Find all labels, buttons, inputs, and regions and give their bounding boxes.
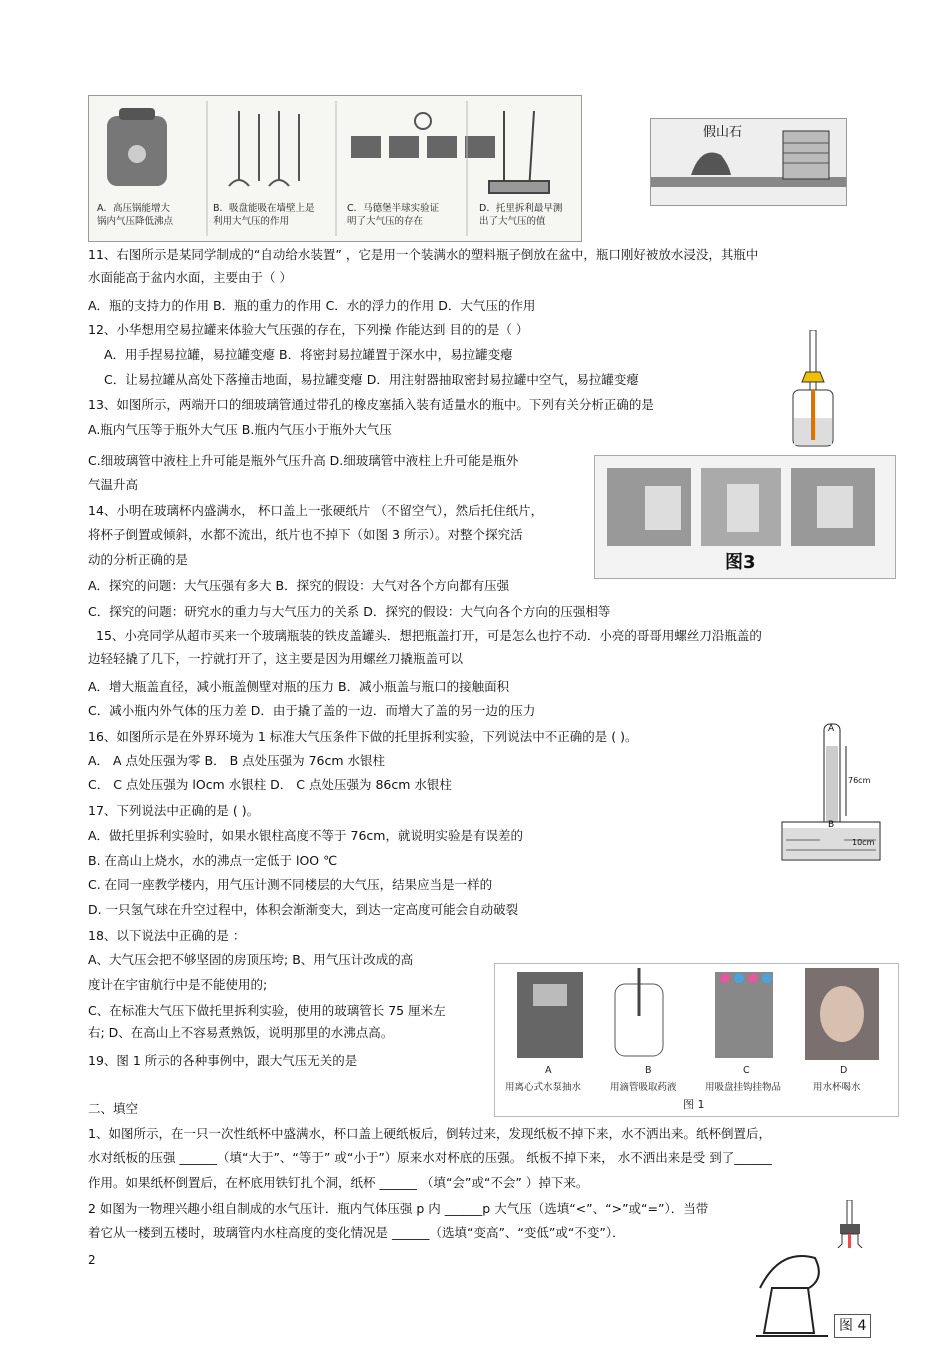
fig4-drawing (752, 1248, 832, 1343)
q17-option-a: A．做托里拆利实验时，如果水银柱高度不等于 76cm，就说明实验是有误差的 (88, 828, 523, 843)
q18-line1: 18、以下说法中正确的是 ： (88, 928, 246, 943)
feeder-drawing (651, 119, 846, 205)
caption-c-line2: 明了大气压的存在 (347, 216, 424, 227)
q15-line2: 边轻轻撬了几下，一拧就打开了，这主要是因为用螺丝刀撬瓶盖可以 (88, 651, 464, 666)
fill1-line1: 1、如图所示，在一只一次性纸杯中盛满水，杯口盖上硬纸板后，倒转过来，发现纸板不掉下来，水不洒出来。纸杯倒置后， (88, 1126, 771, 1141)
q18-line4: C、在标准大气压下做托里拆利实验，使用的玻璃管长 75 厘米左 (88, 1003, 446, 1018)
q14-line2: 将杯子倒置或倾斜，水都不流出，纸片也不掉下（如图 3 所示）。对整个探究活 (88, 527, 523, 542)
caption-d-line1: D．托里拆利最早测 (479, 203, 563, 214)
fig1-label-c: C (743, 1065, 750, 1076)
fill2-line1: 2 如图为一物理兴趣小组自制成的水气压计．瓶内气体压强 p 内 ______p 大气压（选填“<”、“>”或“=”）．当带 (88, 1201, 709, 1216)
fig4-label: 图 4 (834, 1314, 871, 1338)
figure-3-cups (594, 455, 896, 579)
q11-line1: 11、右图所示是某同学制成的“自动给水装置” ，它是用一个装满水的塑料瓶子倒放在盆中，瓶口刚好被放水浸没，其瓶中 (88, 247, 759, 262)
rockery-label: 假山石 (703, 125, 743, 140)
fig1-caption-a: 用离心式水泵抽水 (505, 1082, 582, 1093)
caption-d-line2: 出了大气压的值 (479, 216, 546, 227)
q16-options-cd: C． C 点处压强为 lOcm 水银柱 D． C 点处压强为 86cm 水银柱 (88, 777, 452, 792)
q17-option-b: B. 在高山上烧水，水的沸点一定低于 lOO ℃ (88, 853, 338, 868)
q13-option-c-cont: 气温升高 (88, 477, 139, 492)
torricelli-tube-icon (489, 111, 549, 193)
torricelli-label-10: 10cm (852, 838, 875, 847)
magdeburg-horses-icon (351, 113, 495, 158)
q14-options-cd: C．探究的问题：研究水的重力与大气压力的关系 D．探究的假设：大气向各个方向的压强相等 (88, 604, 611, 619)
fig1-caption-b: 用滴管吸取药液 (610, 1082, 677, 1093)
q11-line2: 水面能高于盆内水面，主要由于（ ） (88, 270, 292, 285)
q12-options-ab: A．用手捏易拉罐，易拉罐变瘪 B．将密封易拉罐置于深水中，易拉罐变瘪 (104, 347, 513, 362)
q14-options-ab: A．探究的问题：大气压强有多大 B．探究的假设：大气对各个方向都有压强 (88, 578, 510, 593)
caption-c-line1: C．马德堡半球实验证 (347, 203, 440, 214)
q13-options-ab: A.瓶内气压等于瓶外大气压 B.瓶内气压小于瓶外大气压 (88, 422, 392, 437)
fig1-caption-c: 用吸盘挂钩挂物品 (705, 1082, 782, 1093)
q14-line1: 14、小明在玻璃杯内盛满水， 杯口盖上一张硬纸片 （不留空气），然后托住纸片， (88, 503, 544, 518)
torricelli-label-a: A (828, 724, 835, 734)
q18-line5: 右; D、在高山上不容易煮熟饭，说明那里的水沸点高。 (88, 1025, 394, 1040)
figure-top-strip (88, 95, 582, 242)
figure-bottle-tube (788, 330, 838, 448)
q13-option-c: C.细玻璃管中液柱上升可能是瓶外气压升高 D.细玻璃管中液柱上升可能是瓶外 (88, 453, 519, 468)
q11-options: A．瓶的支持力的作用 B．瓶的重力的作用 C．水的浮力的作用 D．大气压的作用 (88, 298, 536, 313)
q16-line1: 16、如图所示是在外界环境为 1 标准大气压条件下做的托里拆利实验，下列说法中不正确的是 ( )。 (88, 729, 638, 744)
fig1-label-b: B (645, 1065, 652, 1076)
q14-line3: 动的分析正确的是 (88, 552, 189, 567)
suction-cup-icon (229, 111, 299, 186)
figure-4-cup (752, 1248, 877, 1343)
caption-a-line2: 锅内气压降低沸点 (97, 216, 174, 227)
torricelli-label-76: 76cm (848, 776, 871, 785)
figure-torricelli (780, 722, 882, 862)
page-number: 2 (88, 1253, 96, 1267)
q19-line1: 19、图 1 所示的各种事例中，跟大气压无关的是 (88, 1053, 358, 1068)
q17-line1: 17、下列说法中正确的是 ( )。 (88, 803, 260, 818)
q15-options-cd: C．减小瓶内外气体的压力差 D．由于撬了盖的一边．而增大了盖的另一边的压力 (88, 703, 536, 718)
fig1-title: 图 1 (683, 1098, 705, 1111)
fig3-label: 图3 (725, 552, 756, 573)
bottle-tube-drawing (788, 330, 838, 448)
fig1-caption-d: 用水杯喝水 (813, 1082, 861, 1093)
q16-options-ab: A． A 点处压强为零 B． B 点处压强为 76cm 水银柱 (88, 753, 386, 768)
q13-line1: 13、如图所示，两端开口的细玻璃管通过带孔的橡皮塞插入装有适量水的瓶中。下列有关分析正确的是 (88, 397, 654, 412)
section-fill-heading: 二、填空 (88, 1101, 139, 1116)
q15-options-ab: A．增大瓶盖直径，减小瓶盖侧壁对瓶的压力 B．减小瓶盖与瓶口的接触面积 (88, 679, 510, 694)
fig1-label-a: A (545, 1065, 552, 1076)
fig1-label-d: D (840, 1065, 848, 1076)
fill2-line2: 着它从一楼到五楼时，玻璃管内水柱高度的变化情况是 ______（选填“变高”、“变低”或“不变”）． (88, 1225, 625, 1240)
q17-option-d: D. 一只氢气球在升空过程中，体积会渐渐变大，到达一定高度可能会自动破裂 (88, 902, 519, 917)
q12-options-cd: C．让易拉罐从高处下落撞击地面，易拉罐变瘪 D．用注射器抽取密封易拉罐中空气，易拉罐变瘪 (104, 372, 639, 387)
torricelli-label-b: B (828, 820, 835, 830)
q18-line3: 度计在宇宙航行中是不能使用的; (88, 977, 268, 992)
fill1-line2: 水对纸板的压强 ______（填“大于”、“等于” 或“小于”）原来水对杯底的压强。 纸板不掉下来， 水不洒出来是受 到了______ (88, 1150, 772, 1165)
caption-b-line2: 利用大气压的作用 (213, 216, 290, 227)
q15-line1: 15、小亮同学从超市买来一个玻璃瓶装的铁皮盖罐头．想把瓶盖打开，可是怎么也拧不动．小亮的哥哥用螺丝刀沿瓶盖的 (96, 628, 762, 643)
caption-b-line1: B．吸盘能吸在墙壁上是 (213, 203, 315, 214)
q18-line2: A、大气压会把不够坚固的房顶压垮; B、用气压计改成的高 (88, 952, 414, 967)
figure-1-examples (494, 963, 899, 1117)
q17-option-c: C. 在同一座教学楼内，用气压计测不同楼层的大气压，结果应当是一样的 (88, 877, 493, 892)
q12-line1: 12、小华想用空易拉罐来体验大气压强的存在，下列操 作能达到 目的的是（ ） (88, 322, 529, 337)
fill1-line3: 作用。如果纸杯倒置后，在杯底用铁钉扎个洞，纸杯 ______ （填“会”或“不会” ）掉下来。 (88, 1175, 589, 1190)
caption-a-line1: A．高压锅能增大 (97, 203, 170, 214)
figure-rockery-feeder (650, 118, 847, 206)
